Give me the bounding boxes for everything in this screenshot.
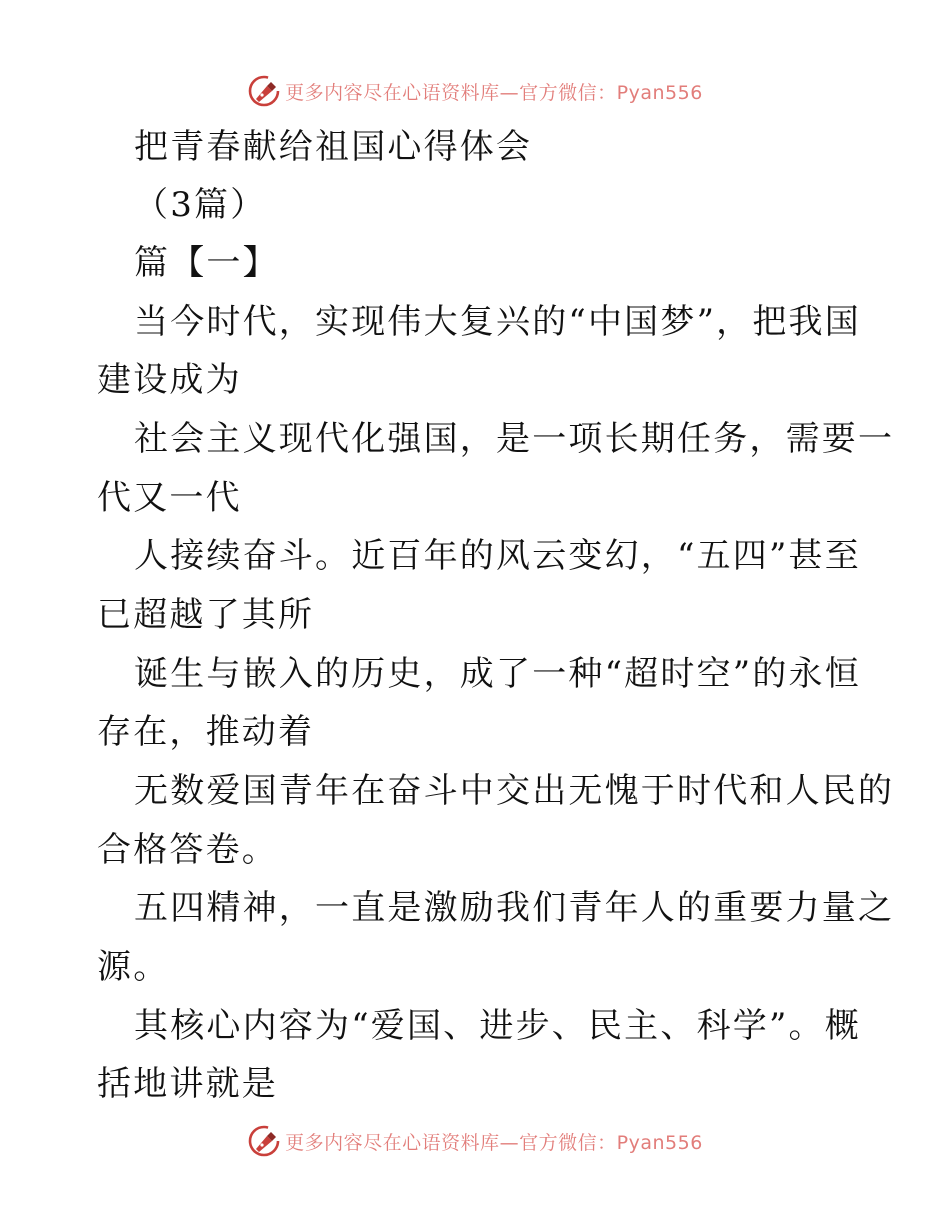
paragraph-line: 括地讲就是 [97,1064,278,1104]
paragraph-line: 已超越了其所 [97,595,315,635]
paragraph-line: 当今时代，实现伟大复兴的“中国梦”，把我国 [134,302,861,342]
paragraph-line: 其核心内容为“爱国、进步、民主、科学”。概 [134,1006,861,1046]
watermark-text: 更多内容尽在心语资料库—官方微信：Pyan556 [285,81,703,104]
section-heading: 篇【一】 [134,243,279,283]
paragraph-line: 合格答卷。 [97,830,278,870]
paragraph-line: 诞生与嵌入的历史，成了一种“超时空”的永恒 [134,654,861,694]
paragraph-line: 人接续奋斗。近百年的风云变幻，“五四”甚至 [134,536,861,576]
paragraph-line: 存在，推动着 [97,712,315,752]
pen-nib-icon [247,1124,281,1158]
paragraph-line: 无数爱国青年在奋斗中交出无愧于时代和人民的 [134,771,895,811]
document-title: 把青春献给祖国心得体会 [134,127,533,167]
footer-watermark [0,1121,950,1161]
paragraph-line: 代又一代 [97,478,242,518]
paragraph-line: 社会主义现代化强国，是一项长期任务，需要一 [134,419,895,459]
document-subtitle: （3篇） [134,185,267,225]
paragraph-line: 五四精神，一直是激励我们青年人的重要力量之 [134,888,895,928]
paragraph-line: 建设成为 [97,360,242,400]
paragraph-line: 源。 [97,947,170,987]
watermark-text: 更多内容尽在心语资料库—官方微信：Pyan556 [285,1131,703,1154]
